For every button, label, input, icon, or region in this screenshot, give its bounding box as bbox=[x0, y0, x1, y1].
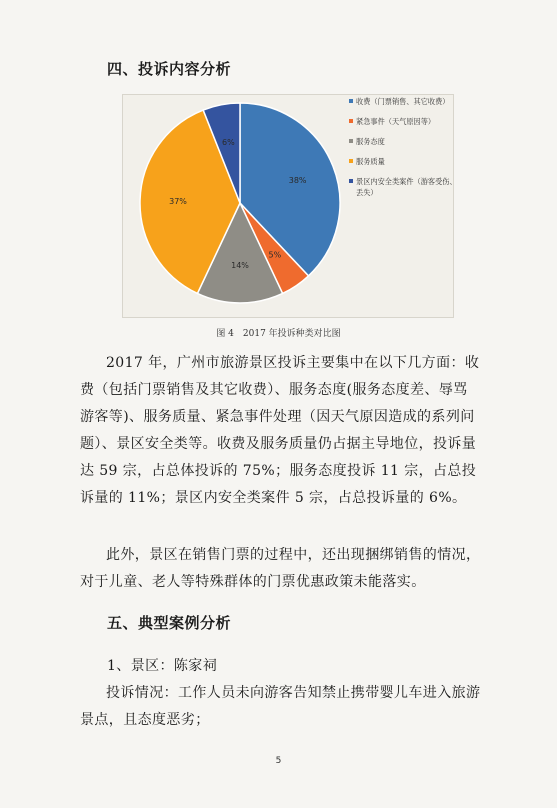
legend-item-attitude bbox=[349, 136, 457, 147]
paragraph-bundling: 此外，景区在销售门票的过程中，还出现捆绑销售的情况，对于儿童、老人等特殊群体的门票优惠政策未能落实。 bbox=[80, 547, 481, 590]
pie-label-emergency: 5% bbox=[268, 250, 282, 260]
pie-label-attitude: 14% bbox=[231, 261, 249, 270]
legend-item-quality bbox=[349, 156, 457, 167]
case-complaint: 投诉情况：工作人员未向游客告知禁止携带婴儿车进入旅游景点，且态度恶劣； bbox=[80, 685, 481, 728]
legend-item-fees bbox=[349, 96, 457, 107]
legend-swatch-emergency bbox=[349, 119, 353, 123]
pie-label-quality: 37% bbox=[169, 197, 187, 207]
legend-swatch-safety bbox=[349, 179, 353, 183]
legend-swatch-quality bbox=[349, 159, 353, 163]
legend-item-emergency bbox=[349, 116, 457, 127]
legend-label-fees: 收费（门票销售、其它收费） bbox=[356, 97, 450, 106]
chart-legend bbox=[349, 96, 457, 207]
pie-label-safety: 6% bbox=[222, 138, 235, 148]
case-scenic-spot: 1、景区：陈家祠 bbox=[107, 658, 218, 674]
legend-item-safety bbox=[349, 176, 457, 198]
legend-label-safety: 景区内安全类案件（游客受伤、丢失） bbox=[356, 177, 457, 197]
legend-label-attitude: 服务态度 bbox=[356, 137, 385, 146]
pie-label-fees: 38% bbox=[288, 176, 307, 186]
figure-caption: 图 4 2017 年投诉种类对比图 bbox=[216, 329, 341, 339]
paragraph-summary: 2017 年，广州市旅游景区投诉主要集中在以下几方面：收费（包括门票销售及其它收费）、服务态度(服务态度差、辱骂游客等)、服务质量、紧急事件处理（因天气原因造成的系列问题）、景区安全类等。收费及服务质量仍占据主导地位，投诉量达 59 宗，占总体投诉的 75%；服务态度投诉 11 宗，占总投诉量的 11%；景区内安全类案件 5 宗，占总投诉量的 6%。 bbox=[80, 355, 480, 506]
section-4-heading: 四、投诉内容分析 bbox=[107, 60, 232, 78]
section-5-heading: 五、典型案例分析 bbox=[107, 614, 232, 632]
legend-swatch-fees bbox=[349, 99, 353, 103]
legend-label-quality: 服务质量 bbox=[356, 157, 385, 166]
page-number: 5 bbox=[275, 756, 282, 766]
legend-swatch-attitude bbox=[349, 139, 353, 143]
legend-label-emergency: 紧急事件（天气原因等） bbox=[356, 117, 436, 126]
